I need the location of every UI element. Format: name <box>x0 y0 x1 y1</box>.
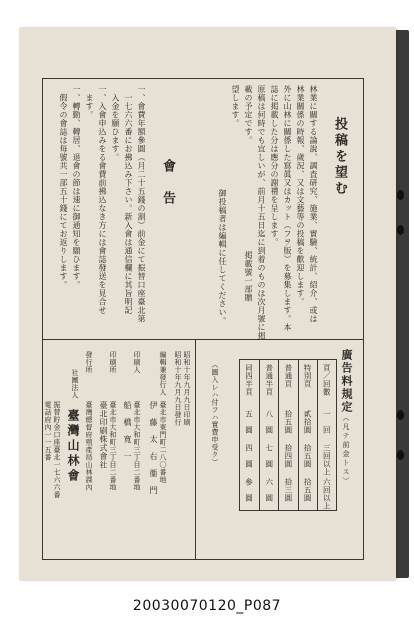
ad-rates-table <box>239 359 337 511</box>
ad-rates-cell: 拾五圓 <box>283 410 293 434</box>
ad-rates-column <box>278 360 298 510</box>
ad-rates-cell: 六回以上 <box>322 478 332 510</box>
ad-rates-header: 普通頁 <box>283 364 293 388</box>
ad-rates-cell: 拾五圓 <box>303 444 313 468</box>
press-label: 印刷所 <box>109 351 117 374</box>
notice-item: ます。 <box>85 85 94 119</box>
column-divider <box>195 339 196 559</box>
binding-hole <box>397 190 404 200</box>
ad-rates-cell: 八 圓 <box>264 410 274 434</box>
ad-rates-column <box>298 360 318 510</box>
ad-rates-header: 同四半頁 <box>244 364 254 396</box>
ad-rates-cell: 一 回 <box>322 410 332 434</box>
ad-rates-note: （圖入レハ付フハ實費申受ク） <box>211 361 219 466</box>
contribution-line: 望します。 <box>231 85 240 128</box>
binding-hole <box>397 410 404 420</box>
contribution-note: 御投稿者は編輯に任してください。 <box>218 189 227 325</box>
ad-rates-title: 廣告料規定（凡テ前金トス） <box>340 349 353 486</box>
contribution-line: 林業に關する論說、調査研究、施業、實驗、統計、紹介、或は <box>309 85 318 323</box>
ad-rates-cell: 六 圓 <box>264 478 274 502</box>
ad-rates-cell: 三回以上 <box>322 444 332 476</box>
notice-item: 一、入會申込みをる會費前拂込なき方には會誌發送を見合せ <box>98 85 107 315</box>
press-name: 臺北印刷株式會社 <box>99 401 108 469</box>
phone-number: 電話府內一一五番 <box>44 401 52 461</box>
publisher-org-type: 社團法人 <box>71 369 79 399</box>
ad-rates-header: 特別頁 <box>303 364 313 388</box>
notice-item: 一、轉勤、轉居、退會の節は速に御通知を願ひます。 <box>72 85 81 289</box>
printer-label: 印刷人 <box>133 351 141 374</box>
editor-label: 編輯兼發行人 <box>159 351 167 396</box>
printer-address: 臺北市大和町三丁目二番地 <box>133 401 141 491</box>
contribution-line: 原稿は何時でも宜しいが、前月十五日迄に到着のものは次月號に掲 <box>257 85 266 340</box>
ad-rates-cell: 五 圓 <box>244 410 254 434</box>
editor-address: 臺北市東門町二八〇番地 <box>159 401 167 484</box>
binding-hole <box>397 450 404 460</box>
ad-rates-cell: 七 圓 <box>264 444 274 468</box>
issue-date: 昭和十年九月九日發行 <box>174 351 182 426</box>
editor-name: 伊 藤 太 右 衞 門 <box>149 401 158 495</box>
publisher-name: 臺灣山林會 <box>66 409 80 484</box>
contribution-line: 載の予定です。 掲載號一部贈 <box>244 85 253 302</box>
notice-item: 假令の會誌は每號共一部五十錢にてお返りします。 <box>59 85 68 289</box>
content-frame <box>42 78 364 560</box>
document-page <box>20 28 396 580</box>
page-caption: 20030070120_P087 <box>132 598 282 614</box>
notice-item: 一、會費年額參圓（月二十五錢の割）前金にて振替口座臺北第 <box>137 85 146 323</box>
contribution-line: 外に山林に關係した寫眞又はカット（フヲ版）を募集します。本 <box>283 85 292 332</box>
notice-item: 入金を願ひます。 <box>111 85 120 162</box>
notice-title: 會 告 <box>160 159 175 207</box>
ad-rates-column <box>240 360 259 510</box>
ad-rates-header: 普通半頁 <box>264 364 274 396</box>
contribution-line: 林業關係の時報、歲況、又は文藝等の投稿を歡迎します。 <box>296 85 305 306</box>
print-date: 昭和十年九月九日印刷 <box>183 351 191 426</box>
printer-name: 船 橋 寛 一 <box>123 401 132 461</box>
ad-rates-column <box>317 360 337 510</box>
ad-rates-cell: 拾三圓 <box>283 478 293 502</box>
ad-rates-cell: 貳拾圓 <box>303 410 313 434</box>
contribution-title: 投稿を望む <box>332 117 347 197</box>
publisher-address: 臺灣總督府殖產局山林課內 <box>85 401 93 491</box>
transfer-account: 振替貯金口座臺北一七六六番 <box>53 401 61 499</box>
ad-rates-header: 頁／回數 <box>322 364 332 396</box>
ad-rates-cell: 拾五圓 <box>303 478 313 502</box>
ad-rates-cell: 四 圓 <box>244 444 254 468</box>
notice-item: 一七六六番にお拂込み下さい。新入會は通信欄に其旨明記 <box>124 85 133 315</box>
section-divider <box>43 339 363 340</box>
ad-rates-cell: 拾四圓 <box>283 444 293 468</box>
contribution-line: 誌に掲載した分は應分の謝禮を呈します。 <box>270 85 279 247</box>
ad-rates-cell: 參 圓 <box>244 478 254 502</box>
ad-rates-column <box>259 360 279 510</box>
publisher-label: 發行所 <box>85 351 93 374</box>
binding-hole <box>397 225 404 235</box>
press-address: 臺北市大和町三丁目二番地 <box>109 401 117 491</box>
